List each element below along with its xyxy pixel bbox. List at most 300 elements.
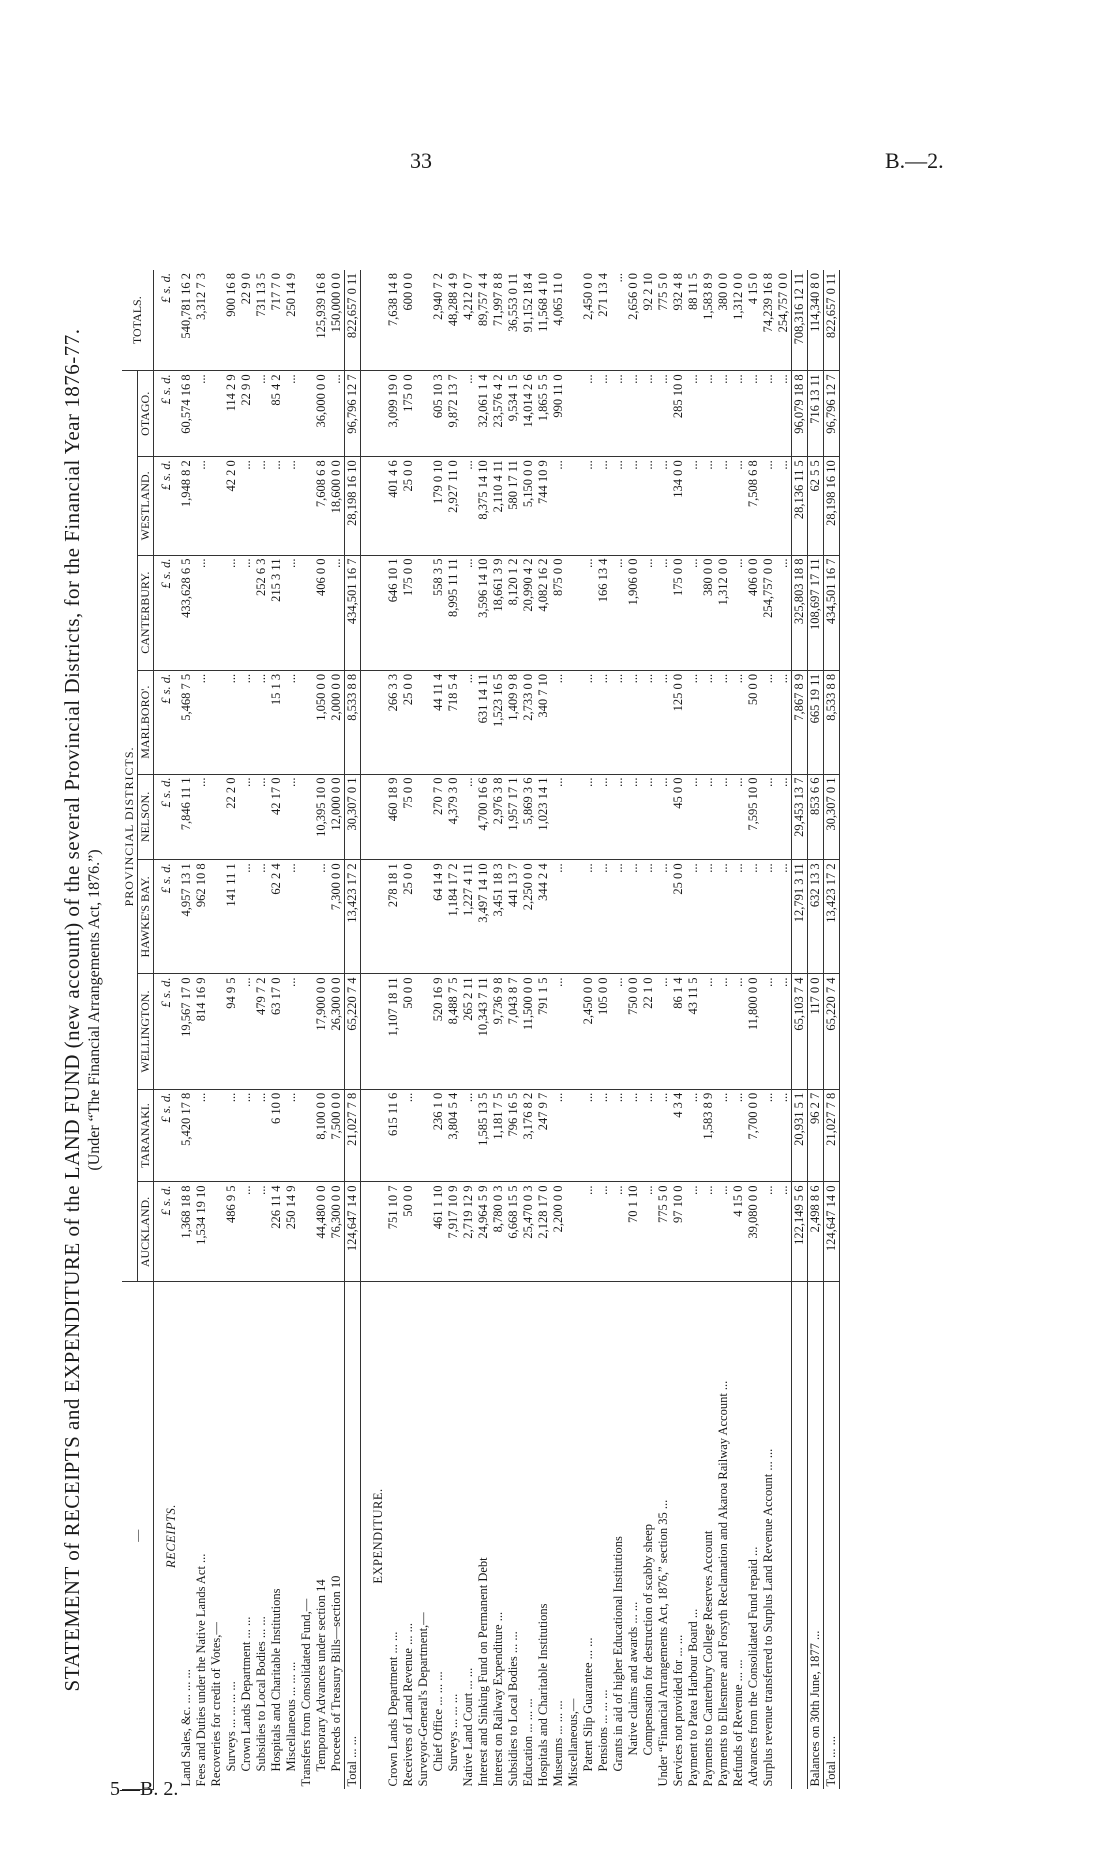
cell-value	[299, 974, 314, 1089]
cell-value: ...	[686, 457, 701, 555]
cell-value: 2,927 11 0	[446, 457, 461, 555]
cell-value: ...	[239, 774, 254, 860]
section-heading-receipts	[154, 270, 180, 1790]
expenditure-row	[521, 270, 536, 1790]
cell-value: 62 2 4	[269, 860, 284, 974]
row-label: Temporary Advances under section 14	[314, 1579, 328, 1772]
cell-value: ...	[596, 1089, 611, 1182]
row-label: Crown Lands Department ... ...	[386, 1631, 400, 1787]
cell-value: ...	[194, 555, 209, 670]
cell-value: 74,239 16 8	[761, 270, 776, 371]
cell-value: ...	[551, 774, 566, 860]
expenditure-row	[716, 270, 731, 1790]
cell-value: ...	[239, 1182, 254, 1282]
cell-value: 18,661 3 9	[491, 555, 506, 670]
cell-value: 60,574 16 8	[179, 371, 194, 457]
cell-value: ...	[461, 457, 476, 555]
cell-value	[566, 670, 581, 774]
expenditure-row	[596, 270, 611, 1790]
cell-value: 5,150 0 0	[521, 457, 536, 555]
cell-value: ...	[776, 670, 792, 774]
row-label: Education ... ... ...	[521, 1698, 535, 1787]
row-label: Native Land Court ... ...	[461, 1667, 475, 1787]
cell-value: 25 0 0	[401, 670, 416, 774]
cell-value: 791 1 5	[536, 974, 551, 1089]
cell-value: 150,000 0 0	[329, 270, 345, 371]
cell-value: 7,043 8 7	[506, 974, 521, 1089]
cell-value: 76,300 0 0	[329, 1182, 345, 1282]
row-label: Payments to Canterbury College Reserves Account	[701, 1530, 715, 1787]
cell-value: 44 11 4	[431, 670, 446, 774]
cell-value: 9,872 13 7	[446, 371, 461, 457]
label-column-header: —	[122, 1282, 154, 1790]
cell-value	[566, 974, 581, 1089]
cell-value: 4,212 0 7	[461, 270, 476, 371]
cell-value: 25,470 0 3	[521, 1182, 536, 1282]
cell-value: 775 5 0	[656, 270, 671, 371]
cell-value: 1,181 7 5	[491, 1089, 506, 1182]
cell-value: ...	[611, 860, 626, 974]
cell-value: ...	[329, 555, 345, 670]
cell-value: 434,501 16 7	[345, 555, 361, 670]
cell-value	[299, 270, 314, 371]
cell-value: 62 5 5	[808, 457, 824, 555]
cell-value: ...	[761, 457, 776, 555]
row-label: RECEIPTS.	[164, 1504, 178, 1568]
cell-value: 175 0 0	[671, 555, 686, 670]
cell-value	[361, 270, 387, 371]
cell-value: 22 9 0	[239, 270, 254, 371]
cell-value: 962 10 8	[194, 860, 209, 974]
cell-value: £ s. d.	[154, 457, 180, 555]
cell-value: 1,184 17 2	[446, 860, 461, 974]
cell-value: ...	[401, 1089, 416, 1182]
cell-value: ...	[239, 457, 254, 555]
cell-value: ...	[329, 371, 345, 457]
cell-value: 558 3 5	[431, 555, 446, 670]
cell-value: 91,152 18 4	[521, 270, 536, 371]
cell-value: 10,343 7 11	[476, 974, 491, 1089]
row-label	[792, 1282, 808, 1790]
cell-value: 3,596 14 10	[476, 555, 491, 670]
cell-value: ...	[284, 774, 299, 860]
cell-value: ...	[686, 1089, 701, 1182]
row-label: Grants in aid of higher Educational Institutions	[611, 1536, 625, 1772]
row-label: Transfers from Consolidated Fund,—	[299, 1598, 313, 1787]
cell-value: ...	[611, 1089, 626, 1182]
expenditure-row	[386, 270, 401, 1790]
cell-value: 632 13 3	[808, 860, 824, 974]
expenditure-row	[761, 270, 776, 1790]
cell-value: ...	[224, 670, 239, 774]
cell-value: 2,656 0 0	[626, 270, 641, 371]
cell-value	[566, 457, 581, 555]
cell-value	[361, 371, 387, 457]
cell-value	[209, 860, 224, 974]
cell-value: 775 5 0	[656, 1182, 671, 1282]
cell-value: ...	[776, 1182, 792, 1282]
cell-value: 21,027 7 8	[345, 1089, 361, 1182]
cell-value: ...	[731, 670, 746, 774]
cell-value: ...	[701, 974, 716, 1089]
cell-value: 8,375 14 10	[476, 457, 491, 555]
cell-value	[209, 457, 224, 555]
cell-value: ...	[686, 371, 701, 457]
cell-value: 1,583 8 9	[701, 1089, 716, 1182]
cell-value: 3,451 18 3	[491, 860, 506, 974]
row-label: Interest on Railway Expenditure ...	[491, 1611, 505, 1787]
column-header: CANTERBURY.	[138, 555, 154, 670]
cell-value: 7,300 0 0	[329, 860, 345, 974]
cell-value: 15 1 3	[269, 670, 284, 774]
cell-value: 10,395 10 0	[314, 774, 329, 860]
cell-value	[361, 555, 387, 670]
cell-value: ...	[761, 774, 776, 860]
cell-value: ...	[596, 457, 611, 555]
cell-value: 1,107 18 11	[386, 974, 401, 1089]
row-label: Land Sales, &c. ... ... ...	[179, 1669, 193, 1787]
cell-value: 822,657 0 11	[345, 270, 361, 371]
cell-value: ...	[626, 457, 641, 555]
cell-value: ...	[626, 371, 641, 457]
row-label	[776, 1282, 792, 1790]
cell-value: 124,647 14 0	[824, 1182, 840, 1282]
cell-value: 2,450 0 0	[581, 974, 596, 1089]
statement-subtitle: (Under “The Financial Arrangements Act, 1876.”)	[86, 849, 103, 1171]
row-label: Total ... ...	[824, 1282, 840, 1790]
row-label: Compensation for destruction of scabby sheep	[641, 1523, 655, 1756]
cell-value: 751 10 7	[386, 1182, 401, 1282]
row-label: Pensions ... ... ...	[596, 1689, 610, 1772]
cell-value: £ s. d.	[154, 1089, 180, 1182]
cell-value	[209, 555, 224, 670]
cell-value: 9,534 1 5	[506, 371, 521, 457]
cell-value: 8,533 8 8	[824, 670, 840, 774]
cell-value	[209, 371, 224, 457]
cell-value: 32,061 1 4	[476, 371, 491, 457]
cell-value: ...	[731, 457, 746, 555]
cell-value: 86 1 4	[671, 974, 686, 1089]
cell-value	[566, 371, 581, 457]
cell-value: 278 18 1	[386, 860, 401, 974]
row-label: Interest and Sinking Fund on Permanent Debt	[476, 1557, 490, 1787]
cell-value: ...	[254, 1089, 269, 1182]
row-label: Proceeds of Treasury Bills—section 10	[329, 1575, 343, 1772]
cell-value: 22 9 0	[239, 371, 254, 457]
row-label: Surveys ... ... ... ...	[224, 1681, 238, 1772]
cell-value: 1,023 14 1	[536, 774, 551, 860]
cell-value	[299, 1182, 314, 1282]
receipts-total-row	[345, 270, 361, 1790]
cell-value	[299, 371, 314, 457]
cell-value: ...	[686, 860, 701, 974]
cell-value	[416, 270, 431, 371]
cell-value: ...	[284, 974, 299, 1089]
cell-value: 4,957 13 1	[179, 860, 194, 974]
cell-value: 134 0 0	[671, 457, 686, 555]
cell-value: 7,867 8 9	[792, 670, 808, 774]
cell-value: 716 13 11	[808, 371, 824, 457]
cell-value: 6,668 15 5	[506, 1182, 521, 1282]
cell-value: 7,700 0 0	[746, 1089, 761, 1182]
cell-value: 141 11 1	[224, 860, 239, 974]
cell-value: 45 0 0	[671, 774, 686, 860]
cell-value: 2,128 17 0	[536, 1182, 551, 1282]
cell-value: 2,976 3 8	[491, 774, 506, 860]
cell-value: 7,508 6 8	[746, 457, 761, 555]
expenditure-row	[476, 270, 491, 1790]
cell-value: ...	[686, 555, 701, 670]
cell-value: ...	[194, 774, 209, 860]
cell-value: 114,340 8 0	[808, 270, 824, 371]
cell-value: ...	[641, 1089, 656, 1182]
row-label: Miscellaneous,—	[566, 1698, 580, 1787]
cell-value: ...	[611, 774, 626, 860]
cell-value: 64 14 9	[431, 860, 446, 974]
cell-value: 4,065 11 0	[551, 270, 566, 371]
cell-value: ...	[581, 860, 596, 974]
cell-value: ...	[641, 555, 656, 670]
expenditure-row	[656, 270, 671, 1790]
cell-value: 401 4 6	[386, 457, 401, 555]
cell-value: 1,585 13 5	[476, 1089, 491, 1182]
cell-value	[209, 1182, 224, 1282]
cell-value: 2,110 4 11	[491, 457, 506, 555]
expenditure-row	[611, 270, 626, 1790]
cell-value: £ s. d.	[154, 974, 180, 1089]
cell-value: ...	[716, 1089, 731, 1182]
cell-value: 2,450 0 0	[581, 270, 596, 371]
column-header: AUCKLAND.	[138, 1182, 154, 1282]
cell-value: 8,533 8 8	[345, 670, 361, 774]
cell-value: ...	[581, 774, 596, 860]
cell-value: 717 7 0	[269, 270, 284, 371]
cell-value: ...	[641, 371, 656, 457]
cell-value	[361, 670, 387, 774]
receipt-row	[239, 270, 254, 1790]
cell-value: ...	[596, 371, 611, 457]
cell-value: 254,757 0 0	[776, 270, 792, 371]
cell-value: 48,288 4 9	[446, 270, 461, 371]
cell-value: 96,796 12 7	[345, 371, 361, 457]
cell-value: ...	[641, 774, 656, 860]
cell-value: ...	[461, 774, 476, 860]
cell-value: 97 10 0	[671, 1182, 686, 1282]
cell-value: ...	[626, 1089, 641, 1182]
cell-value: ...	[761, 371, 776, 457]
expenditure-row	[446, 270, 461, 1790]
cell-value: ...	[626, 860, 641, 974]
cell-value: 2,733 0 0	[521, 670, 536, 774]
cell-value: ...	[701, 1182, 716, 1282]
cell-value: ...	[284, 371, 299, 457]
row-label: Museums ... ... ...	[551, 1700, 565, 1787]
cell-value: 25 0 0	[401, 457, 416, 555]
cell-value: ...	[194, 457, 209, 555]
row-label: EXPENDITURE.	[371, 1488, 385, 1584]
cell-value: ...	[611, 270, 626, 371]
cell-value: 8,488 7 5	[446, 974, 461, 1089]
cell-value: 1,534 19 10	[194, 1182, 209, 1282]
cell-value: 270 7 0	[431, 774, 446, 860]
column-header: WELLINGTON.	[138, 974, 154, 1089]
cell-value: ...	[701, 774, 716, 860]
receipt-row	[314, 270, 329, 1790]
cell-value: 665 19 11	[808, 670, 824, 774]
cell-value: 460 18 9	[386, 774, 401, 860]
cell-value: 5,869 3 6	[521, 774, 536, 860]
cell-value: 646 10 1	[386, 555, 401, 670]
cell-value	[361, 457, 387, 555]
cell-value: 1,409 9 8	[506, 670, 521, 774]
cell-value	[416, 670, 431, 774]
cell-value: 11,568 4 10	[536, 270, 551, 371]
receipt-row	[299, 270, 314, 1790]
cell-value: ...	[611, 457, 626, 555]
cell-value: 380 0 0	[701, 555, 716, 670]
cell-value: 23,576 4 2	[491, 371, 506, 457]
cell-value: 822,657 0 11	[824, 270, 840, 371]
cell-value: 63 17 0	[269, 974, 284, 1089]
cell-value: ...	[776, 371, 792, 457]
expenditure-row	[461, 270, 476, 1790]
cell-value: 236 1 0	[431, 1089, 446, 1182]
expenditure-row	[671, 270, 686, 1790]
cell-value: ...	[761, 974, 776, 1089]
receipt-row	[194, 270, 209, 1790]
cell-value	[361, 860, 387, 974]
cell-value: ...	[254, 670, 269, 774]
cell-value: 7,595 10 0	[746, 774, 761, 860]
cell-value: 4,082 16 2	[536, 555, 551, 670]
cell-value: 108,697 17 11	[808, 555, 824, 670]
cell-value: ...	[656, 774, 671, 860]
expenditure-row	[551, 270, 566, 1790]
cell-value: ...	[581, 1182, 596, 1282]
cell-value: 215 3 11	[269, 555, 284, 670]
cell-value: ...	[551, 974, 566, 1089]
cell-value: 114 2 9	[224, 371, 239, 457]
cell-value: 814 16 9	[194, 974, 209, 1089]
cell-value: 271 13 4	[596, 270, 611, 371]
cell-value: 65,220 7 4	[824, 974, 840, 1089]
cell-value: 29,453 13 7	[792, 774, 808, 860]
cell-value: £ s. d.	[154, 860, 180, 974]
cell-value: 13,423 17 2	[824, 860, 840, 974]
cell-value	[361, 1182, 387, 1282]
cell-value: ...	[551, 670, 566, 774]
column-header-totals: TOTALS.	[122, 270, 154, 371]
cell-value: 50 0 0	[401, 974, 416, 1089]
cell-value: ...	[551, 860, 566, 974]
cell-value: 8,120 1 2	[506, 555, 521, 670]
cell-value: ...	[761, 860, 776, 974]
cell-value: 3,497 14 10	[476, 860, 491, 974]
cell-value: 11,500 0 0	[521, 974, 536, 1089]
row-label: Balances on 30th June, 1877 ...	[808, 1630, 822, 1787]
cell-value: ...	[581, 555, 596, 670]
cell-value: 42 17 0	[269, 774, 284, 860]
cell-value: 12,791 3 11	[792, 860, 808, 974]
cell-value: 17,900 0 0	[314, 974, 329, 1089]
row-label: Chief Office ... ... ...	[431, 1671, 445, 1772]
cell-value: 7,846 11 1	[179, 774, 194, 860]
cell-value: ...	[656, 457, 671, 555]
cell-value: 2,940 7 2	[431, 270, 446, 371]
cell-value: ...	[761, 670, 776, 774]
cell-value: ...	[761, 1089, 776, 1182]
cell-value: 122,149 5 6	[792, 1182, 808, 1282]
cell-value: ...	[776, 974, 792, 1089]
row-label: Miscellaneous ... ... ...	[284, 1661, 298, 1772]
row-label: Receivers of Land Revenue ... ...	[401, 1623, 415, 1787]
cell-value: ...	[239, 974, 254, 1089]
cell-value	[566, 860, 581, 974]
cell-value: ...	[656, 1089, 671, 1182]
cell-value: ...	[194, 371, 209, 457]
cell-value: ...	[596, 1182, 611, 1282]
cell-value: 285 10 0	[671, 371, 686, 457]
cell-value: 50 0 0	[746, 670, 761, 774]
column-header: OTAGO.	[138, 371, 154, 457]
cell-value: ...	[239, 555, 254, 670]
cell-value	[209, 974, 224, 1089]
cell-value: 1,368 18 8	[179, 1182, 194, 1282]
column-header: WESTLAND.	[138, 457, 154, 555]
cell-value: 731 13 5	[254, 270, 269, 371]
row-label: Native claims and awards ... ...	[626, 1601, 640, 1756]
cell-value: 12,000 0 0	[329, 774, 345, 860]
cell-value: ...	[269, 457, 284, 555]
cell-value: ...	[641, 670, 656, 774]
expenditure-row	[626, 270, 641, 1790]
cell-value: ...	[716, 774, 731, 860]
cell-value: 39,080 0 0	[746, 1182, 761, 1282]
cell-value: 344 2 4	[536, 860, 551, 974]
cell-value: 875 0 0	[551, 555, 566, 670]
cell-value: 89,757 4 4	[476, 270, 491, 371]
cell-value: 28,136 11 5	[792, 457, 808, 555]
expenditure-total-row	[824, 270, 840, 1790]
cell-value: 71,997 8 8	[491, 270, 506, 371]
cell-value: 125 0 0	[671, 670, 686, 774]
cell-value	[416, 860, 431, 974]
cell-value: ...	[194, 670, 209, 774]
cell-value: ...	[701, 670, 716, 774]
page-number: 33	[410, 148, 432, 173]
cell-value	[209, 1089, 224, 1182]
cell-value: ...	[284, 670, 299, 774]
cell-value: 20,990 4 2	[521, 555, 536, 670]
expenditure-row	[641, 270, 656, 1790]
cell-value: 853 6 6	[808, 774, 824, 860]
cell-value: ...	[656, 371, 671, 457]
cell-value: 226 11 4	[269, 1182, 284, 1282]
receipt-row	[269, 270, 284, 1790]
cell-value: ...	[716, 860, 731, 974]
cell-value	[416, 371, 431, 457]
cell-value: 44,480 0 0	[314, 1182, 329, 1282]
row-label: Subsidies to Local Bodies ... ...	[506, 1631, 520, 1787]
cell-value: 2,498 8 6	[808, 1182, 824, 1282]
row-label: Hospitals and Charitable Institutions	[536, 1603, 550, 1787]
cell-value: 1,583 8 9	[701, 270, 716, 371]
cell-value: ...	[596, 860, 611, 974]
cell-value: 5,468 7 5	[179, 670, 194, 774]
cell-value: ...	[686, 1182, 701, 1282]
cell-value	[299, 555, 314, 670]
cell-value: 266 3 3	[386, 670, 401, 774]
